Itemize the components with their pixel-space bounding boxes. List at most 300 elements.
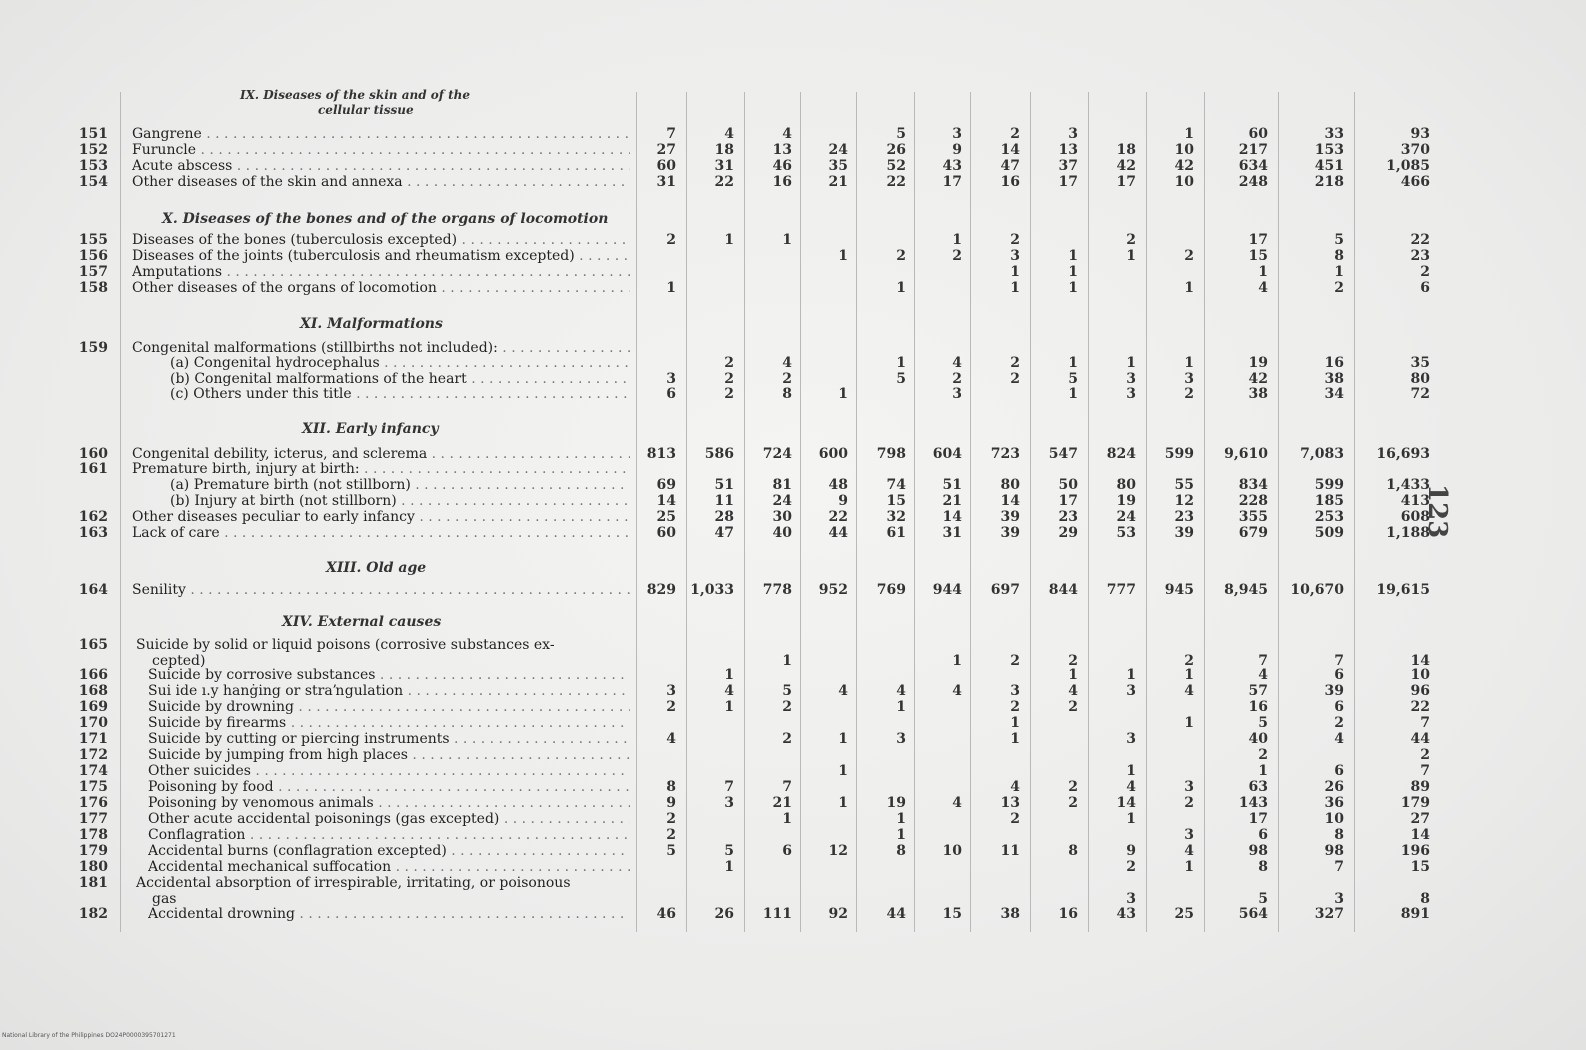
table-cell: 2	[1184, 386, 1194, 402]
table-cell: 38	[1000, 906, 1020, 922]
row-label: Suicide by drowning . . .	[148, 699, 630, 715]
table-cell: 1	[724, 667, 734, 683]
table-cell: 2	[1010, 126, 1020, 142]
table-cell: 1	[1068, 355, 1078, 371]
row-label: Congenital debility, icterus, and sclerema . . .	[132, 446, 630, 462]
table-cell: 31	[656, 174, 676, 190]
table-cell: 4	[952, 795, 962, 811]
table-cell: 7	[1334, 859, 1344, 875]
table-row	[0, 355, 640, 371]
row-number: 179	[78, 843, 108, 859]
row-number: 182	[78, 906, 108, 922]
table-cell: 1	[1068, 264, 1078, 280]
row-label: (a) Congenital hydrocephalus . . .	[170, 355, 630, 371]
table-cell: 7	[1258, 653, 1268, 669]
row-label: Accidental mechanical suffocation . . .	[148, 859, 630, 875]
table-cell: 2	[896, 248, 906, 264]
section-heading: IX. Diseases of the skin and of the	[240, 88, 471, 102]
row-number: 171	[78, 731, 108, 747]
row-number: 178	[78, 827, 108, 843]
section-heading: XIV. External causes	[282, 614, 442, 630]
table-row	[0, 906, 640, 922]
table-row	[0, 582, 640, 598]
table-cell: 3	[1126, 371, 1136, 387]
table-cell: 39	[1000, 509, 1020, 525]
table-cell: 1	[1184, 667, 1194, 683]
table-cell: 185	[1314, 493, 1344, 509]
table-cell: 1	[838, 248, 848, 264]
table-row	[0, 843, 640, 859]
table-cell: 1	[1184, 715, 1194, 731]
table-cell: 74	[886, 477, 906, 493]
table-cell: 39	[1000, 525, 1020, 541]
table-cell: 15	[886, 493, 906, 509]
table-cell: 370	[1400, 142, 1430, 158]
table-cell: 16	[1000, 174, 1020, 190]
table-cell: 24	[828, 142, 848, 158]
table-cell: 48	[828, 477, 848, 493]
table-row	[0, 683, 640, 699]
table-row	[0, 699, 640, 715]
row-number: 169	[78, 699, 108, 715]
table-cell: 5	[1068, 371, 1078, 387]
table-row	[0, 667, 640, 683]
row-number: 161	[78, 461, 108, 477]
table-cell: 1	[782, 811, 792, 827]
row-label	[136, 637, 636, 669]
table-cell: 4	[952, 355, 962, 371]
row-label: Lack of care . . .	[132, 525, 630, 541]
table-cell: 15	[1410, 859, 1430, 875]
table-cell: 8	[896, 843, 906, 859]
table-cell: 80	[1116, 477, 1136, 493]
table-cell: 153	[1314, 142, 1344, 158]
table-cell: 608	[1400, 509, 1430, 525]
table-cell: 2	[1258, 747, 1268, 763]
row-label-line: Suicide by solid or liquid poisons (corrosive substances ex-	[136, 637, 555, 653]
table-cell: 2	[666, 232, 676, 248]
section-heading: XIII. Old age	[326, 560, 427, 576]
row-number: 160	[78, 446, 108, 462]
table-cell: 217	[1238, 142, 1268, 158]
table-cell: 196	[1400, 843, 1430, 859]
table-cell: 10	[1324, 811, 1344, 827]
table-cell: 16	[772, 174, 792, 190]
table-cell: 5	[896, 126, 906, 142]
table-cell: 17	[1116, 174, 1136, 190]
table-cell: 27	[656, 142, 676, 158]
table-cell: 37	[1058, 158, 1078, 174]
table-cell: 4	[1258, 667, 1268, 683]
table-cell: 3	[1126, 731, 1136, 747]
table-row	[0, 232, 640, 248]
table-cell: 3	[1010, 248, 1020, 264]
table-cell: 798	[876, 446, 906, 462]
table-cell: 2	[1010, 699, 1020, 715]
row-label-line: gas	[152, 891, 177, 907]
table-cell: 43	[1116, 906, 1136, 922]
table-cell: 509	[1314, 525, 1344, 541]
table-cell: 3	[1126, 891, 1136, 907]
table-cell: 16	[1248, 699, 1268, 715]
row-label: Suicide by corrosive substances . . .	[148, 667, 630, 683]
table-cell: 80	[1000, 477, 1020, 493]
row-number: 152	[78, 142, 108, 158]
table-cell: 1	[1010, 280, 1020, 296]
table-cell: 3	[666, 683, 676, 699]
row-label: Other diseases peculiar to early infancy . . .	[132, 509, 630, 525]
table-cell: 944	[932, 582, 962, 598]
row-label: Diseases of the bones (tuberculosis excepted) . . .	[132, 232, 630, 248]
table-cell: 19,615	[1376, 582, 1430, 598]
footer-caption: National Library of the Philippines DO24P0000395701271	[2, 1032, 176, 1039]
table-cell: 778	[762, 582, 792, 598]
table-cell: 93	[1410, 126, 1430, 142]
table-cell: 327	[1314, 906, 1344, 922]
table-cell: 829	[646, 582, 676, 598]
table-cell: 3	[1334, 891, 1344, 907]
table-cell: 3	[1184, 371, 1194, 387]
table-row	[0, 142, 640, 158]
table-cell: 8	[782, 386, 792, 402]
row-label: Accidental drowning . . .	[148, 906, 630, 922]
table-cell: 25	[1174, 906, 1194, 922]
table-row	[0, 827, 640, 843]
table-cell: 1	[1068, 248, 1078, 264]
table-row	[0, 340, 640, 356]
table-cell: 26	[886, 142, 906, 158]
row-label: (c) Others under this title . . .	[170, 386, 630, 402]
table-row	[0, 859, 640, 875]
table-cell: 3	[952, 386, 962, 402]
table-cell: 4	[666, 731, 676, 747]
row-number: 154	[78, 174, 108, 190]
table-cell: 1	[896, 827, 906, 843]
table-cell: 9	[952, 142, 962, 158]
table-cell: 33	[1324, 126, 1344, 142]
table-cell: 2	[1010, 371, 1020, 387]
table-cell: 2	[1420, 264, 1430, 280]
table-cell: 600	[818, 446, 848, 462]
table-row	[0, 875, 640, 907]
table-cell: 1	[1126, 667, 1136, 683]
table-cell: 2	[724, 386, 734, 402]
row-number: 158	[78, 280, 108, 296]
row-label	[136, 875, 636, 907]
table-cell: 355	[1238, 509, 1268, 525]
table-cell: 3	[1126, 386, 1136, 402]
table-cell: 14	[1410, 653, 1430, 669]
table-cell: 1,188	[1386, 525, 1430, 541]
row-number: 177	[78, 811, 108, 827]
table-cell: 1	[724, 859, 734, 875]
table-cell: 23	[1174, 509, 1194, 525]
table-cell: 22	[714, 174, 734, 190]
row-number: 157	[78, 264, 108, 280]
table-cell: 11	[1000, 843, 1020, 859]
row-number: 163	[78, 525, 108, 541]
table-row	[0, 264, 640, 280]
row-label: (a) Premature birth (not stillborn) . . .	[170, 477, 630, 493]
page-number: 123	[1422, 484, 1452, 539]
table-cell: 3	[724, 795, 734, 811]
row-label: Amputations . . .	[132, 264, 630, 280]
row-label: Senility . . .	[132, 582, 630, 598]
row-label-line: cepted)	[152, 653, 206, 669]
table-cell: 14	[1410, 827, 1430, 843]
table-cell: 1	[1258, 763, 1268, 779]
section-heading: XII. Early infancy	[302, 421, 439, 437]
table-cell: 42	[1116, 158, 1136, 174]
table-cell: 44	[1410, 731, 1430, 747]
table-cell: 19	[1116, 493, 1136, 509]
row-label: Other diseases of the skin and annexa . . .	[132, 174, 630, 190]
table-cell: 2	[1010, 232, 1020, 248]
column-rule	[1278, 92, 1279, 932]
row-label: Suicide by firearms . . .	[148, 715, 630, 731]
table-cell: 29	[1058, 525, 1078, 541]
table-cell: 1	[782, 653, 792, 669]
table-cell: 10	[1410, 667, 1430, 683]
column-rule	[1354, 92, 1355, 932]
table-cell: 3	[1184, 779, 1194, 795]
table-cell: 51	[714, 477, 734, 493]
table-cell: 69	[656, 477, 676, 493]
table-cell: 21	[772, 795, 792, 811]
table-cell: 50	[1058, 477, 1078, 493]
row-number: 174	[78, 763, 108, 779]
table-cell: 813	[646, 446, 676, 462]
table-cell: 6	[1334, 763, 1344, 779]
table-cell: 253	[1314, 509, 1344, 525]
row-number: 165	[78, 637, 108, 653]
table-cell: 8	[1068, 843, 1078, 859]
table-cell: 19	[886, 795, 906, 811]
row-label: Diseases of the joints (tuberculosis and rheumatism excepted) . . .	[132, 248, 630, 264]
table-cell: 723	[990, 446, 1020, 462]
table-cell: 14	[656, 493, 676, 509]
table-row	[0, 158, 640, 174]
table-cell: 1	[838, 731, 848, 747]
row-number: 162	[78, 509, 108, 525]
table-cell: 1	[838, 386, 848, 402]
section-heading: XI. Malformations	[300, 316, 443, 332]
table-row	[0, 371, 640, 387]
table-cell: 2	[1010, 653, 1020, 669]
table-cell: 6	[1334, 667, 1344, 683]
table-cell: 1	[1126, 355, 1136, 371]
table-row	[0, 811, 640, 827]
row-number: 172	[78, 747, 108, 763]
table-cell: 1	[1068, 280, 1078, 296]
row-number: 156	[78, 248, 108, 264]
table-cell: 3	[1184, 827, 1194, 843]
table-row	[0, 386, 640, 402]
table-cell: 18	[714, 142, 734, 158]
table-cell: 16	[1324, 355, 1344, 371]
table-cell: 2	[724, 371, 734, 387]
table-cell: 23	[1058, 509, 1078, 525]
table-cell: 451	[1314, 158, 1344, 174]
table-row	[0, 446, 640, 462]
table-cell: 3	[1010, 683, 1020, 699]
table-cell: 4	[952, 683, 962, 699]
table-cell: 8,945	[1224, 582, 1268, 598]
table-cell: 6	[666, 386, 676, 402]
table-row	[0, 763, 640, 779]
table-cell: 25	[656, 509, 676, 525]
table-cell: 60	[656, 158, 676, 174]
table-cell: 42	[1174, 158, 1194, 174]
table-cell: 4	[1184, 683, 1194, 699]
table-cell: 2	[724, 355, 734, 371]
table-cell: 3	[952, 126, 962, 142]
table-cell: 143	[1238, 795, 1268, 811]
table-row	[0, 461, 640, 477]
table-cell: 23	[1410, 248, 1430, 264]
row-label: Poisoning by food . . .	[148, 779, 630, 795]
table-cell: 9	[1126, 843, 1136, 859]
table-row	[0, 509, 640, 525]
table-cell: 1	[896, 811, 906, 827]
table-cell: 3	[666, 371, 676, 387]
table-cell: 31	[942, 525, 962, 541]
table-cell: 10,670	[1290, 582, 1344, 598]
table-cell: 96	[1410, 683, 1430, 699]
table-cell: 4	[896, 683, 906, 699]
table-cell: 81	[772, 477, 792, 493]
table-cell: 2	[666, 827, 676, 843]
table-cell: 32	[886, 509, 906, 525]
table-cell: 1,433	[1386, 477, 1430, 493]
table-cell: 61	[886, 525, 906, 541]
table-cell: 46	[772, 158, 792, 174]
table-cell: 16,693	[1376, 446, 1430, 462]
table-cell: 8	[1258, 859, 1268, 875]
row-label: Gangrene . . .	[132, 126, 630, 142]
table-cell: 10	[1174, 174, 1194, 190]
table-cell: 60	[1248, 126, 1268, 142]
table-cell: 42	[1248, 371, 1268, 387]
row-number: 153	[78, 158, 108, 174]
row-number: 176	[78, 795, 108, 811]
table-cell: 8	[1334, 248, 1344, 264]
table-cell: 17	[1248, 811, 1268, 827]
table-cell: 51	[942, 477, 962, 493]
table-cell: 3	[1126, 683, 1136, 699]
table-cell: 60	[656, 525, 676, 541]
table-cell: 599	[1314, 477, 1344, 493]
table-cell: 586	[704, 446, 734, 462]
table-cell: 5	[1258, 715, 1268, 731]
table-cell: 1	[1184, 280, 1194, 296]
table-cell: 7	[666, 126, 676, 142]
table-cell: 39	[1174, 525, 1194, 541]
table-cell: 1	[1126, 763, 1136, 779]
table-cell: 5	[724, 843, 734, 859]
table-cell: 777	[1106, 582, 1136, 598]
row-number: 168	[78, 683, 108, 699]
table-cell: 9	[838, 493, 848, 509]
table-cell: 53	[1116, 525, 1136, 541]
row-label: Suicide by cutting or piercing instruments . . .	[148, 731, 630, 747]
table-cell: 4	[724, 126, 734, 142]
row-label-line: Accidental absorption of irrespirable, irritating, or poisonous	[136, 875, 571, 891]
table-cell: 5	[1258, 891, 1268, 907]
table-cell: 7	[782, 779, 792, 795]
table-row	[0, 174, 640, 190]
table-cell: 2	[1184, 795, 1194, 811]
table-cell: 4	[1010, 779, 1020, 795]
row-label: Accidental burns (conflagration excepted) . . .	[148, 843, 630, 859]
table-cell: 599	[1164, 446, 1194, 462]
table-cell: 16	[1058, 906, 1078, 922]
table-cell: 697	[990, 582, 1020, 598]
table-cell: 5	[782, 683, 792, 699]
table-cell: 2	[1068, 779, 1078, 795]
table-cell: 47	[714, 525, 734, 541]
table-cell: 2	[782, 731, 792, 747]
table-cell: 14	[942, 509, 962, 525]
table-cell: 4	[1334, 731, 1344, 747]
table-cell: 17	[942, 174, 962, 190]
table-cell: 1	[724, 699, 734, 715]
row-label: (b) Injury at birth (not stillborn) . . .	[170, 493, 630, 509]
table-cell: 24	[1116, 509, 1136, 525]
row-label: Congenital malformations (stillbirths not included): . . .	[132, 340, 630, 356]
table-cell: 17	[1058, 174, 1078, 190]
table-row	[0, 779, 640, 795]
table-cell: 15	[1248, 248, 1268, 264]
table-cell: 6	[1258, 827, 1268, 843]
table-cell: 40	[1248, 731, 1268, 747]
table-row	[0, 747, 640, 763]
row-label: Premature birth, injury at birth: . . .	[132, 461, 630, 477]
table-cell: 30	[772, 509, 792, 525]
table-cell: 2	[1184, 248, 1194, 264]
table-cell: 945	[1164, 582, 1194, 598]
table-cell: 14	[1000, 493, 1020, 509]
table-cell: 15	[942, 906, 962, 922]
table-cell: 44	[886, 906, 906, 922]
table-cell: 218	[1314, 174, 1344, 190]
table-cell: 18	[1116, 142, 1136, 158]
table-cell: 1	[1010, 731, 1020, 747]
table-cell: 6	[782, 843, 792, 859]
table-cell: 1	[1184, 859, 1194, 875]
table-cell: 1	[1258, 264, 1268, 280]
row-number: 180	[78, 859, 108, 875]
table-cell: 228	[1238, 493, 1268, 509]
table-cell: 5	[896, 371, 906, 387]
table-cell: 1	[666, 280, 676, 296]
table-cell: 38	[1324, 371, 1344, 387]
table-cell: 2	[1068, 653, 1078, 669]
table-cell: 1	[1068, 667, 1078, 683]
table-cell: 38	[1248, 386, 1268, 402]
table-cell: 248	[1238, 174, 1268, 190]
table-cell: 8	[1334, 827, 1344, 843]
table-cell: 2	[1126, 859, 1136, 875]
table-cell: 47	[1000, 158, 1020, 174]
table-cell: 21	[942, 493, 962, 509]
table-cell: 6	[1334, 699, 1344, 715]
table-cell: 2	[1184, 653, 1194, 669]
table-cell: 1	[896, 355, 906, 371]
table-cell: 72	[1410, 386, 1430, 402]
table-cell: 2	[1334, 715, 1344, 731]
table-cell: 39	[1324, 683, 1344, 699]
